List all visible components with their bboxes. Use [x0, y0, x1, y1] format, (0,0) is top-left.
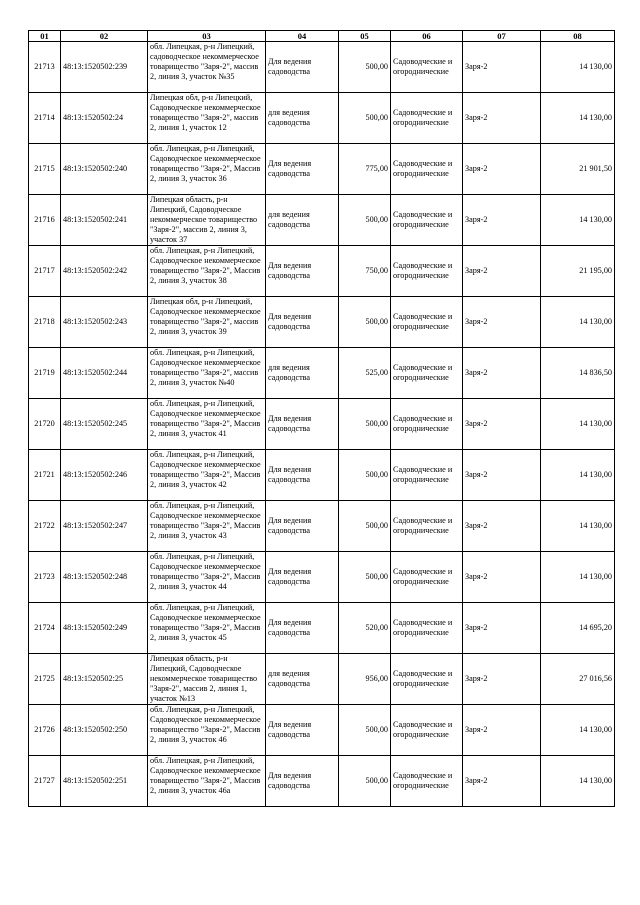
table-row [29, 501, 615, 552]
land-category-cell: Садоводческие и огороднические [391, 705, 463, 756]
address-cell [148, 399, 266, 450]
table-header-row [29, 31, 615, 42]
area-cell: 520,00 [339, 603, 391, 654]
cadastral-number-cell: 48:13:1520502:240 [61, 144, 148, 195]
column-header-04: 04 [266, 31, 339, 42]
address-text: обл. Липецкая, р-н Липецкий, Садоводческое некоммерческое товарищество "Заря-2", Массив 2, линия 3, участок 42 [150, 450, 261, 489]
column-header-05: 05 [339, 31, 391, 42]
cadastral-value-cell: 14 130,00 [541, 42, 615, 93]
permitted-use-cell: Для ведения садоводства [266, 297, 339, 348]
permitted-use-cell: Для ведения садоводства [266, 501, 339, 552]
cadastral-number-cell: 48:13:1520502:245 [61, 399, 148, 450]
table-row [29, 705, 615, 756]
locality-cell: Заря-2 [463, 42, 541, 93]
table-row [29, 297, 615, 348]
area-cell: 500,00 [339, 297, 391, 348]
table-row [29, 195, 615, 246]
locality-cell: Заря-2 [463, 705, 541, 756]
locality-cell: Заря-2 [463, 654, 541, 705]
record-number-cell: 21720 [29, 399, 61, 450]
table-row [29, 399, 615, 450]
land-category-cell: Садоводческие и огороднические [391, 756, 463, 807]
address-text: Липецкая обл, р-н Липецкий, Садоводческое некоммерческое товарищество "Заря-2", массив 2, линия 1, участок 12 [150, 93, 261, 132]
land-category-cell: Садоводческие и огороднические [391, 399, 463, 450]
record-number-cell: 21724 [29, 603, 61, 654]
cadastral-number-cell: 48:13:1520502:241 [61, 195, 148, 246]
area-cell: 500,00 [339, 42, 391, 93]
cadastral-value-cell: 14 130,00 [541, 756, 615, 807]
address-cell [148, 348, 266, 399]
locality-cell: Заря-2 [463, 552, 541, 603]
address-text: Липецкая обл, р-н Липецкий, Садоводческое некоммерческое товарищество "Заря-2", массив 2, линия 3, участок 39 [150, 297, 261, 336]
land-registry-table [28, 30, 615, 807]
land-category-cell: Садоводческие и огороднические [391, 552, 463, 603]
land-category-cell: Садоводческие и огороднические [391, 42, 463, 93]
cadastral-value-cell: 14 130,00 [541, 450, 615, 501]
cadastral-number-cell: 48:13:1520502:239 [61, 42, 148, 93]
address-cell [148, 552, 266, 603]
table-row [29, 348, 615, 399]
address-text: обл. Липецкая, р-н Липецкий, Садоводческое некоммерческое товарищество "Заря-2", Массив 2, линия 3, участок 43 [150, 501, 261, 540]
locality-cell: Заря-2 [463, 297, 541, 348]
land-category-cell: Садоводческие и огороднические [391, 195, 463, 246]
cadastral-number-cell: 48:13:1520502:247 [61, 501, 148, 552]
permitted-use-cell: Для ведения садоводства [266, 603, 339, 654]
address-text: обл. Липецкая, р-н Липецкий, Садоводческое некоммерческое товарищество "Заря-2", Массив 2, линия 3, участок 44 [150, 552, 261, 591]
cadastral-value-cell: 27 016,56 [541, 654, 615, 705]
column-header-01: 01 [29, 31, 61, 42]
land-category-cell: Садоводческие и огороднические [391, 297, 463, 348]
land-category-cell: Садоводческие и огороднические [391, 450, 463, 501]
column-header-02: 02 [61, 31, 148, 42]
address-text: обл. Липецкая, р-н Липецкий, Садоводческое некоммерческое товарищество "Заря-2", массив 2, линия 3, участок №40 [150, 348, 261, 387]
address-text: обл. Липецкая, р-н Липецкий, Садоводческое некоммерческое товарищество "Заря-2", Массив 2, линия 3, участок 45 [150, 603, 261, 642]
address-text: обл. Липецкая, р-н Липецкий, Садоводческое некоммерческое товарищество "Заря-2", Массив 2, линия 3, участок 41 [150, 399, 261, 438]
permitted-use-cell: Для ведения садоводства [266, 552, 339, 603]
table-row [29, 603, 615, 654]
address-cell [148, 42, 266, 93]
table-row [29, 42, 615, 93]
cadastral-number-cell: 48:13:1520502:248 [61, 552, 148, 603]
permitted-use-cell: Для ведения садоводства [266, 399, 339, 450]
cadastral-value-cell: 14 130,00 [541, 501, 615, 552]
record-number-cell: 21725 [29, 654, 61, 705]
address-text: обл. Липецкая, р-н Липецкий, Садоводческое некоммерческое товарищество "Заря-2", Массив 2, линия 3, участок 36 [150, 144, 261, 183]
area-cell: 500,00 [339, 450, 391, 501]
address-text: Липецкая область, р-н Липецкий, Садоводческое некоммерческое товарищество "Заря-2", массив 2, линия 1, участок №13 [150, 654, 258, 703]
locality-cell: Заря-2 [463, 756, 541, 807]
locality-cell: Заря-2 [463, 399, 541, 450]
permitted-use-cell: для ведения садоводства [266, 195, 339, 246]
cadastral-value-cell: 14 130,00 [541, 399, 615, 450]
area-cell: 500,00 [339, 705, 391, 756]
locality-cell: Заря-2 [463, 246, 541, 297]
permitted-use-cell: Для ведения садоводства [266, 450, 339, 501]
table-row [29, 144, 615, 195]
land-category-cell: Садоводческие и огороднические [391, 348, 463, 399]
cadastral-value-cell: 21 195,00 [541, 246, 615, 297]
address-cell [148, 297, 266, 348]
permitted-use-cell: для ведения садоводства [266, 348, 339, 399]
address-cell [148, 246, 266, 297]
record-number-cell: 21713 [29, 42, 61, 93]
area-cell: 500,00 [339, 552, 391, 603]
record-number-cell: 21717 [29, 246, 61, 297]
table-row [29, 756, 615, 807]
locality-cell: Заря-2 [463, 348, 541, 399]
cadastral-value-cell: 14 130,00 [541, 297, 615, 348]
address-cell [148, 603, 266, 654]
locality-cell: Заря-2 [463, 603, 541, 654]
cadastral-value-cell: 14 695,20 [541, 603, 615, 654]
address-cell [148, 450, 266, 501]
land-category-cell: Садоводческие и огороднические [391, 603, 463, 654]
record-number-cell: 21726 [29, 705, 61, 756]
cadastral-value-cell: 14 130,00 [541, 93, 615, 144]
land-category-cell: Садоводческие и огороднические [391, 501, 463, 552]
table-row [29, 246, 615, 297]
permitted-use-cell: Для ведения садоводства [266, 705, 339, 756]
cadastral-value-cell: 14 130,00 [541, 552, 615, 603]
record-number-cell: 21716 [29, 195, 61, 246]
column-header-08: 08 [541, 31, 615, 42]
record-number-cell: 21721 [29, 450, 61, 501]
table-row [29, 552, 615, 603]
cadastral-number-cell: 48:13:1520502:242 [61, 246, 148, 297]
area-cell: 750,00 [339, 246, 391, 297]
locality-cell: Заря-2 [463, 93, 541, 144]
locality-cell: Заря-2 [463, 450, 541, 501]
record-number-cell: 21718 [29, 297, 61, 348]
area-cell: 775,00 [339, 144, 391, 195]
land-category-cell: Садоводческие и огороднические [391, 654, 463, 705]
land-category-cell: Садоводческие и огороднические [391, 246, 463, 297]
table-body [29, 42, 615, 807]
cadastral-value-cell: 14 130,00 [541, 195, 615, 246]
address-cell [148, 144, 266, 195]
permitted-use-cell: Для ведения садоводства [266, 144, 339, 195]
area-cell: 500,00 [339, 93, 391, 144]
permitted-use-cell: Для ведения садоводства [266, 246, 339, 297]
cadastral-number-cell: 48:13:1520502:249 [61, 603, 148, 654]
column-header-07: 07 [463, 31, 541, 42]
table-row [29, 93, 615, 144]
cadastral-value-cell: 14 836,50 [541, 348, 615, 399]
column-header-06: 06 [391, 31, 463, 42]
address-text: обл. Липецкая, р-н Липецкий, Садоводческое некоммерческое товарищество "Заря-2", Массив 2, линия 3, участок 46а [150, 756, 261, 795]
table-row [29, 654, 615, 705]
record-number-cell: 21715 [29, 144, 61, 195]
address-cell [148, 705, 266, 756]
cadastral-number-cell: 48:13:1520502:244 [61, 348, 148, 399]
address-cell [148, 93, 266, 144]
cadastral-number-cell: 48:13:1520502:250 [61, 705, 148, 756]
land-category-cell: Садоводческие и огороднические [391, 93, 463, 144]
address-cell [148, 501, 266, 552]
cadastral-number-cell: 48:13:1520502:251 [61, 756, 148, 807]
area-cell: 500,00 [339, 195, 391, 246]
permitted-use-cell: для ведения садоводства [266, 93, 339, 144]
record-number-cell: 21719 [29, 348, 61, 399]
address-cell [148, 195, 266, 246]
area-cell: 956,00 [339, 654, 391, 705]
cadastral-value-cell: 14 130,00 [541, 705, 615, 756]
area-cell: 500,00 [339, 756, 391, 807]
record-number-cell: 21723 [29, 552, 61, 603]
record-number-cell: 21727 [29, 756, 61, 807]
locality-cell: Заря-2 [463, 144, 541, 195]
cadastral-number-cell: 48:13:1520502:25 [61, 654, 148, 705]
land-category-cell: Садоводческие и огороднические [391, 144, 463, 195]
cadastral-number-cell: 48:13:1520502:246 [61, 450, 148, 501]
column-header-03: 03 [148, 31, 266, 42]
area-cell: 500,00 [339, 399, 391, 450]
address-cell [148, 654, 266, 705]
area-cell: 500,00 [339, 501, 391, 552]
locality-cell: Заря-2 [463, 195, 541, 246]
table-row [29, 450, 615, 501]
address-cell [148, 756, 266, 807]
permitted-use-cell: Для ведения садоводства [266, 756, 339, 807]
record-number-cell: 21722 [29, 501, 61, 552]
address-text: Липецкая область, р-н Липецкий, Садоводческое некоммерческое товарищество "Заря-2", массив 2, линия 3, участок 37 [150, 195, 258, 244]
address-text: обл. Липецкая, р-н Липецкий, Садоводческое некоммерческое товарищество "Заря-2", Массив 2, линия 3, участок 46 [150, 705, 261, 744]
locality-cell: Заря-2 [463, 501, 541, 552]
permitted-use-cell: для ведения садоводства [266, 654, 339, 705]
address-text: обл. Липецкая, р-н Липецкий, Садоводческое некоммерческое товарищество "Заря-2", Массив 2, линия 3, участок 38 [150, 246, 261, 285]
cadastral-value-cell: 21 901,50 [541, 144, 615, 195]
record-number-cell: 21714 [29, 93, 61, 144]
cadastral-number-cell: 48:13:1520502:24 [61, 93, 148, 144]
permitted-use-cell: Для ведения садоводства [266, 42, 339, 93]
cadastral-number-cell: 48:13:1520502:243 [61, 297, 148, 348]
address-text: обл. Липецкая, р-н Липецкий, садоводческое некоммерческое товарищество "Заря-2", массив 2, линия 3, участок №35 [150, 42, 259, 81]
area-cell: 525,00 [339, 348, 391, 399]
